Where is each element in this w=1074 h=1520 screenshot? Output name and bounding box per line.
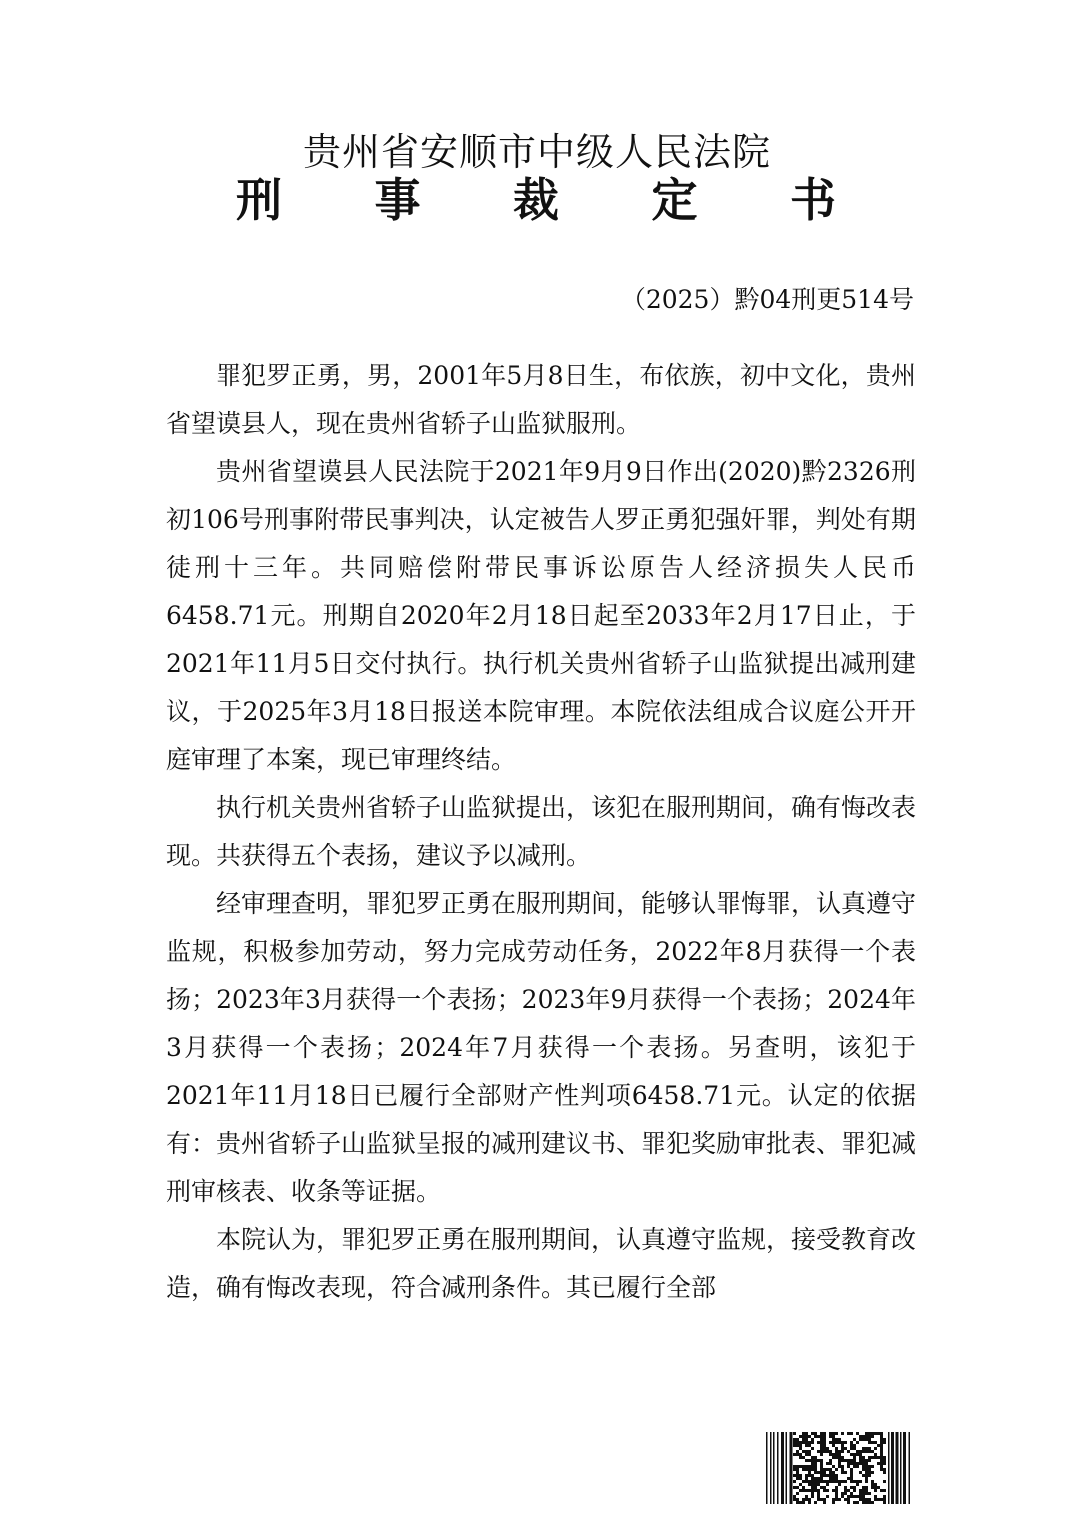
- doc-type-char: 事: [374, 173, 421, 227]
- document-type-title: [236, 172, 836, 228]
- case-number: （2025）黔04刑更514号: [620, 285, 914, 314]
- court-name: 贵州省安顺市中级人民法院: [302, 130, 771, 174]
- paragraph-original-judgment: 贵州省望谟县人民法院于2021年9月9日作出(2020)黔2326刑初106号刑事附带民事判决，认定被告人罗正勇犯强奸罪，判处有期徒刑十三年。共同赔偿附带民事诉讼原告人经济损失人民币6458.71元。刑期自2020年2月18日起至2033年2月17日止，于2021年11月5日交付执行。执行机关贵州省轿子山监狱提出减刑建议，于2025年3月18日报送本院审理。本院依法组成合议庭公开开庭审理了本案，现已审理终结。: [166, 457, 916, 774]
- qr-code-icon: [766, 1432, 912, 1504]
- doc-type-char: 定: [651, 173, 698, 227]
- barcode-right-icon: [888, 1432, 910, 1504]
- doc-type-char: 书: [790, 173, 836, 227]
- paragraph-court-opinion: 本院认为，罪犯罗正勇在服刑期间，认真遵守监规，接受教育改造，确有悔改表现，符合减刑条件。其已履行全部: [166, 1225, 917, 1302]
- barcode-left-icon: [766, 1432, 793, 1504]
- paragraph-defendant-info: 罪犯罗正勇，男，2001年5月8日生，布依族，初中文化，贵州省望谟县人，现在贵州省轿子山监狱服刑。: [166, 361, 916, 438]
- doc-type-char: 裁: [513, 173, 559, 227]
- doc-type-char: 刑: [236, 173, 282, 227]
- document-body: [166, 352, 916, 1312]
- qr-matrix-icon: [793, 1432, 886, 1504]
- paragraph-prison-proposal: 执行机关贵州省轿子山监狱提出，该犯在服刑期间，确有悔改表现。共获得五个表扬，建议予以减刑。: [166, 793, 917, 870]
- paragraph-findings: 经审理查明，罪犯罗正勇在服刑期间，能够认罪悔罪，认真遵守监规，积极参加劳动，努力完成劳动任务，2022年8月获得一个表扬；2023年3月获得一个表扬；2023年9月获得一个表扬；2024年3月获得一个表扬；2024年7月获得一个表扬。另查明，该犯于2021年11月18日已履行全部财产性判项6458.71元。认定的依据有：贵州省轿子山监狱呈报的减刑建议书、罪犯奖励审批表、罪犯减刑审核表、收条等证据。: [166, 889, 917, 1206]
